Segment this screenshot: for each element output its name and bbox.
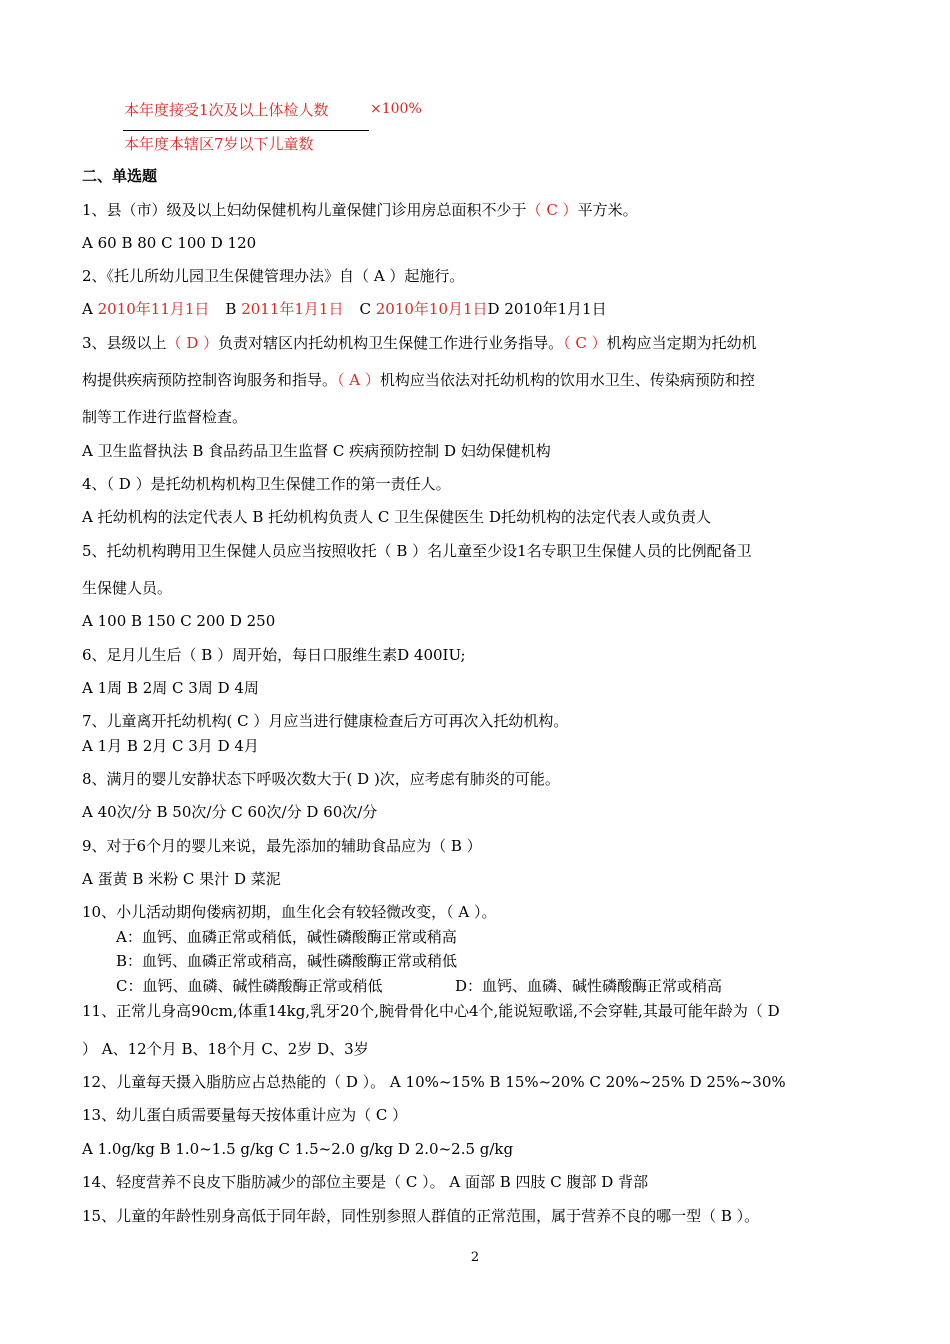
question-text: 机构应当定期为托幼机 xyxy=(606,334,757,352)
option-label: A xyxy=(82,300,98,318)
question-8: 8、满月的婴儿安静状态下呼吸次数大于( D )次，应考虑有肺炎的可能。 xyxy=(82,770,560,788)
fraction-bar xyxy=(123,130,369,131)
question-answer: （ C ） xyxy=(563,334,607,352)
question-text: 负责对辖区内托幼机构卫生保健工作进行业务指导。 xyxy=(218,334,564,352)
question-8-options: A 40次/分 B 50次/分 C 60次/分 D 60次/分 xyxy=(82,803,378,821)
section-title: 二、单选题 xyxy=(82,167,158,185)
question-5-line-2: 生保健人员。 xyxy=(82,579,173,597)
option-value: 2011年1月1日 xyxy=(241,300,344,318)
question-1 xyxy=(82,200,638,220)
option-value: 2010年11月1日 xyxy=(97,300,210,318)
question-13: 13、幼儿蛋白质需要量每天按体重计应为（ C ） xyxy=(82,1106,408,1124)
question-text: 平方米。 xyxy=(577,201,638,219)
question-12: 12、儿童每天摄入脂肪应占总热能的（ D ）。 A 10%~15% B 15%~20% C 20%~25% D 25%~30% xyxy=(82,1073,786,1091)
question-3-line-1 xyxy=(82,333,757,353)
question-7-options: A 1月 B 2月 C 3月 D 4月 xyxy=(82,737,259,755)
option-label: B xyxy=(225,300,242,318)
question-text: 构提供疾病预防控制咨询服务和指导。 xyxy=(82,371,338,389)
question-5-line-1: 5、托幼机构聘用卫生保健人员应当按照收托（ B ）名儿童至少设1名专职卫生保健人员的比例配备卫 xyxy=(82,542,752,560)
question-3-line-3: 制等工作进行监督检查。 xyxy=(82,408,248,426)
question-7: 7、儿童离开托幼机构( C ）月应当进行健康检查后方可再次入托幼机构。 xyxy=(82,712,569,730)
question-11-line-2: ） A、12个月 B、18个月 C、2岁 D、3岁 xyxy=(82,1040,369,1058)
option-d: D 2010年1月1日 xyxy=(487,300,607,318)
option-value: 2010年10月1日 xyxy=(375,300,488,318)
question-13-options: A 1.0g/kg B 1.0~1.5 g/kg C 1.5~2.0 g/kg D 2.0~2.5 g/kg xyxy=(82,1140,514,1158)
question-9-options: A 蛋黄 B 米粉 C 果汁 D 菜泥 xyxy=(82,870,281,888)
question-10-option-a: A：血钙、血磷正常或稍低，碱性磷酸酶正常或稍高 xyxy=(116,928,457,946)
question-6-options: A 1周 B 2周 C 3周 D 4周 xyxy=(82,679,259,697)
question-9: 9、对于6个月的婴儿来说，最先添加的辅助食品应为（ B ） xyxy=(82,837,482,855)
page-number: 2 xyxy=(470,1250,480,1265)
question-text: 3、县级以上 xyxy=(82,334,167,352)
question-answer: （ C ） xyxy=(526,201,578,219)
question-14: 14、轻度营养不良皮下脂肪减少的部位主要是（ C ）。 A 面部 B 四肢 C 腹部 D 背部 xyxy=(82,1173,649,1191)
fraction-numerator: 本年度接受1次及以上体检人数 xyxy=(124,101,329,119)
question-10-option-d: D：血钙、血磷、碱性磷酸酶正常或稍高 xyxy=(455,977,723,995)
question-answer: （ A ） xyxy=(337,371,380,389)
question-10: 10、小儿活动期佝偻病初期，血生化会有较轻微改变，（ A ）。 xyxy=(82,903,497,921)
question-1-options: A 60 B 80 C 100 D 120 xyxy=(82,234,257,252)
question-2: 2、《托儿所幼儿园卫生保健管理办法》自（ A ）起施行。 xyxy=(82,267,465,285)
question-answer: （ D ） xyxy=(166,334,219,352)
question-3-line-2 xyxy=(82,370,755,390)
question-4: 4、（ D ）是托幼机构机构卫生保健工作的第一责任人。 xyxy=(82,475,451,493)
question-10-option-b: B：血钙、血磷正常或稍高，碱性磷酸酶正常或稍低 xyxy=(116,952,458,970)
question-text: 1、县（市）级及以上妇幼保健机构儿童保健门诊用房总面积不少于 xyxy=(82,201,527,219)
question-11-line-1: 11、正常儿身高90cm,体重14kg,乳牙20个,腕骨骨化中心4个,能说短歌谣,不会穿鞋,其最可能年龄为（ D xyxy=(82,1002,780,1020)
question-15: 15、儿童的年龄性别身高低于同年龄，同性别参照人群值的正常范围，属于营养不良的哪一型（ B ）。 xyxy=(82,1207,760,1225)
question-2-options xyxy=(82,299,607,319)
question-3-options: A 卫生监督执法 B 食品药品卫生监督 C 疾病预防控制 D 妇幼保健机构 xyxy=(82,442,551,460)
question-5-options: A 100 B 150 C 200 D 250 xyxy=(82,612,276,630)
question-4-options: A 托幼机构的法定代表人 B 托幼机构负责人 C 卫生保健医生 D托幼机构的法定代表人或负责人 xyxy=(82,508,711,526)
fraction-denominator: 本年度本辖区7岁以下儿童数 xyxy=(124,135,314,153)
question-text: 机构应当依法对托幼机构的饮用水卫生、传染病预防和控 xyxy=(379,371,755,389)
fraction-multiplier: ×100% xyxy=(370,101,422,117)
option-label: C xyxy=(359,300,376,318)
question-6: 6、足月儿生后（ B ）周开始，每日口服维生素D 400IU; xyxy=(82,646,466,664)
question-10-option-c: C：血钙、血磷、碱性磷酸酶正常或稍低 xyxy=(116,977,383,995)
